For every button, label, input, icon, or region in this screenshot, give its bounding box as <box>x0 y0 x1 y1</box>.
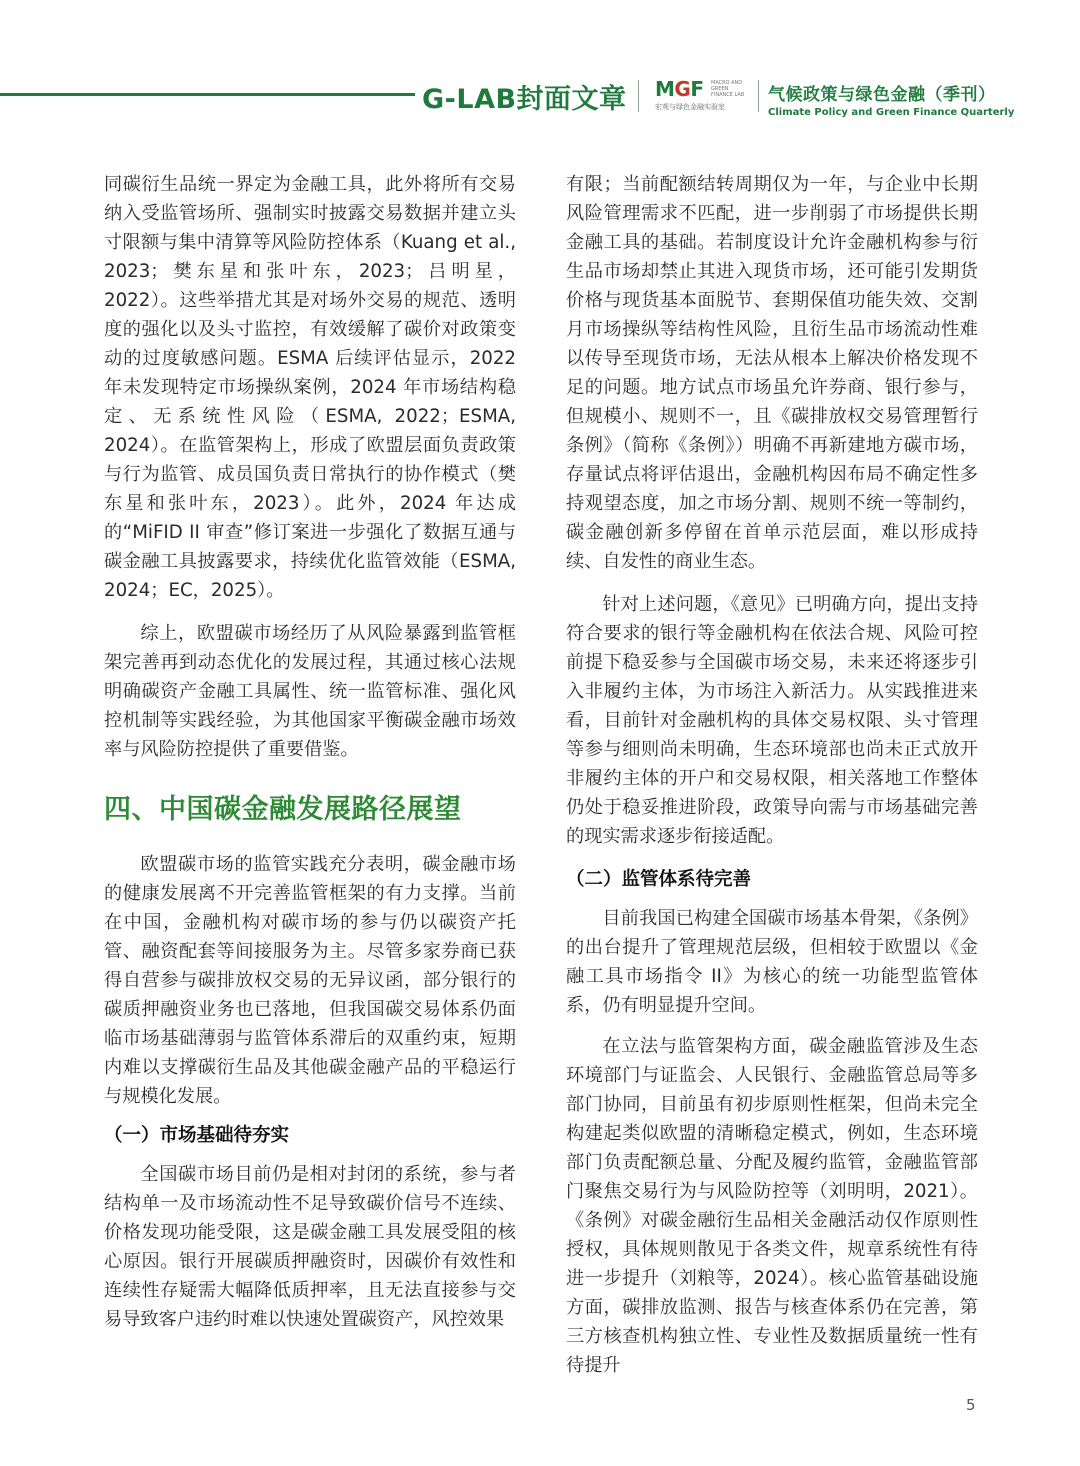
paragraph: 同碳衍生品统一界定为金融工具，此外将所有交易纳入受监管场所、强制实时披露交易数据并建立头寸限额与集中清算等风险防控体系（Kuang et al., 2023；樊东星和张叶东，2023；吕明星，2022）。这些举措尤其是对场外交易的规范、透明度的强化以及头寸监控，有效缓解了碳价对政策变动的过度敏感问题。ESMA 后续评估显示，2022 年未发现特定市场操纵案例，2024 年市场结构稳定、无系统性风险（ESMA, 2022；ESMA, 2024）。在监管架构上，形成了欧盟层面负责政策与行为监管、成员国负责日常执行的协作模式（樊东星和张叶东，2023）。此外，2024 年达成的“MiFID II 审查”修订案进一步强化了数据互通与碳金融工具披露要求，持续优化监管效能（ESMA, 2024；EC，2025）。 <box>104 174 516 601</box>
paragraph: 在立法与监管架构方面，碳金融监管涉及生态环境部门与证监会、人民银行、金融监管总局等多部门协同，目前虽有初步原则性框架，但尚未完全构建起类似欧盟的清晰稳定模式，例如，生态环境部门负责配额总量、分配及履约监管，金融监管部门聚焦交易行为与风险防控等（刘明明，2021）。《条例》对碳金融衍生品相关金融活动仅作原则性授权，具体规则散见于各类文件，规章系统性有待进一步提升（刘粮等，2024）。核心监管基础设施方面，碳排放监测、报告与核查体系仍在完善，第三方核查机构独立性、专业性及数据质量统一性有待提升 <box>566 1036 978 1376</box>
header-divider <box>638 80 639 112</box>
paragraph: 综上，欧盟碳市场经历了从风险暴露到监管框架完善再到动态优化的发展过程，其通过核心法规明确碳资产金融工具属性、统一监管标准、强化风控机制等实践经验，为其他国家平衡碳金融市场效率与风险防控提供了重要借鉴。 <box>104 623 516 760</box>
journal-name-en: Climate Policy and Green Finance Quarterly <box>768 107 1015 118</box>
right-column <box>566 170 978 1380</box>
paragraph: 目前我国已构建全国碳市场基本骨架，《条例》的出台提升了管理规范层级，但相较于欧盟以《金融工具市场指令 II》为核心的统一功能型监管体系，仍有明显提升空间。 <box>566 908 978 1016</box>
sub-heading: （二）监管体系待完善 <box>566 869 752 890</box>
paragraph: 针对上述问题，《意见》已明确方向，提出支持符合要求的银行等金融机构在依法合规、风险可控前提下稳妥参与全国碳市场交易，未来还将逐步引入非履约主体，为市场注入新活力。从实践推进来看，目前针对金融机构的具体交易权限、头寸管理等参与细则尚未明确，生态环境部也尚未正式放开非履约主体的开户和交易权限，相关落地工作整体仍处于稳妥推进阶段，政策导向需与市场基础完善的现实需求逐步衔接适配。 <box>566 594 978 847</box>
header-divider <box>758 80 759 112</box>
logo-mark: MGF <box>655 77 704 101</box>
paragraph: 欧盟碳市场的监管实践充分表明，碳金融市场的健康发展离不开完善监管框架的有力支撑。当前在中国，金融机构对碳市场的参与仍以碳资产托管、融资配套等间接服务为主。尽管多家券商已获得自营参与碳排放权交易的无异议函，部分银行的碳质押融资业务也已落地，但我国碳交易体系仍面临市场基础薄弱与监管体系滞后的双重约束，短期内难以支撑碳衍生品及其他碳金融产品的平稳运行与规模化发展。 <box>104 854 516 1107</box>
paragraph: 全国碳市场目前仍是相对封闭的系统，参与者结构单一及市场流动性不足导致碳价信号不连续、价格发现功能受限，这是碳金融工具发展受阻的核心原因。银行开展碳质押融资时，因碳价有效性和连续性存疑需大幅降低质押率，且无法直接参与交易导致客户违约时难以快速处置碳资产，风控效果 <box>104 1164 516 1330</box>
section-heading: 四、中国碳金融发展路径展望 <box>104 794 462 825</box>
journal-name-cn: 气候政策与绿色金融（季刊） <box>768 85 996 105</box>
header-title: G-LAB封面文章 <box>422 84 627 115</box>
sub-heading: （一）市场基础待夯实 <box>104 1125 290 1146</box>
journal-name <box>768 80 1014 118</box>
page-header <box>0 0 1080 140</box>
paragraph: 有限；当前配额结转周期仅为一年，与企业中长期风险管理需求不匹配，进一步削弱了市场提供长期金融工具的基础。若制度设计允许金融机构参与衍生品市场却禁止其进入现货市场，还可能引发期货价格与现货基本面脱节、套期保值功能失效、交割月市场操纵等结构性风险，且衍生品市场流动性难以传导至现货市场，无法从根本上解决价格发现不足的问题。地方试点市场虽允许券商、银行参与，但规模小、规则不一，且《碳排放权交易管理暂行条例》（简称《条例》）明确不再新建地方碳市场，存量试点将评估退出，金融机构因布局不确定性多持观望态度，加之市场分割、规则不统一等制约，碳金融创新多停留在首单示范层面，难以形成持续、自发性的商业生态。 <box>566 174 978 572</box>
left-column <box>104 170 516 1334</box>
mgf-logo <box>655 79 755 113</box>
page-number: 5 <box>966 1396 976 1414</box>
logo-english: MACRO AND GREEN FINANCE LAB <box>711 80 745 98</box>
logo-chinese: 宏观与绿色金融实验室 <box>655 103 725 111</box>
header-rule <box>0 93 415 96</box>
